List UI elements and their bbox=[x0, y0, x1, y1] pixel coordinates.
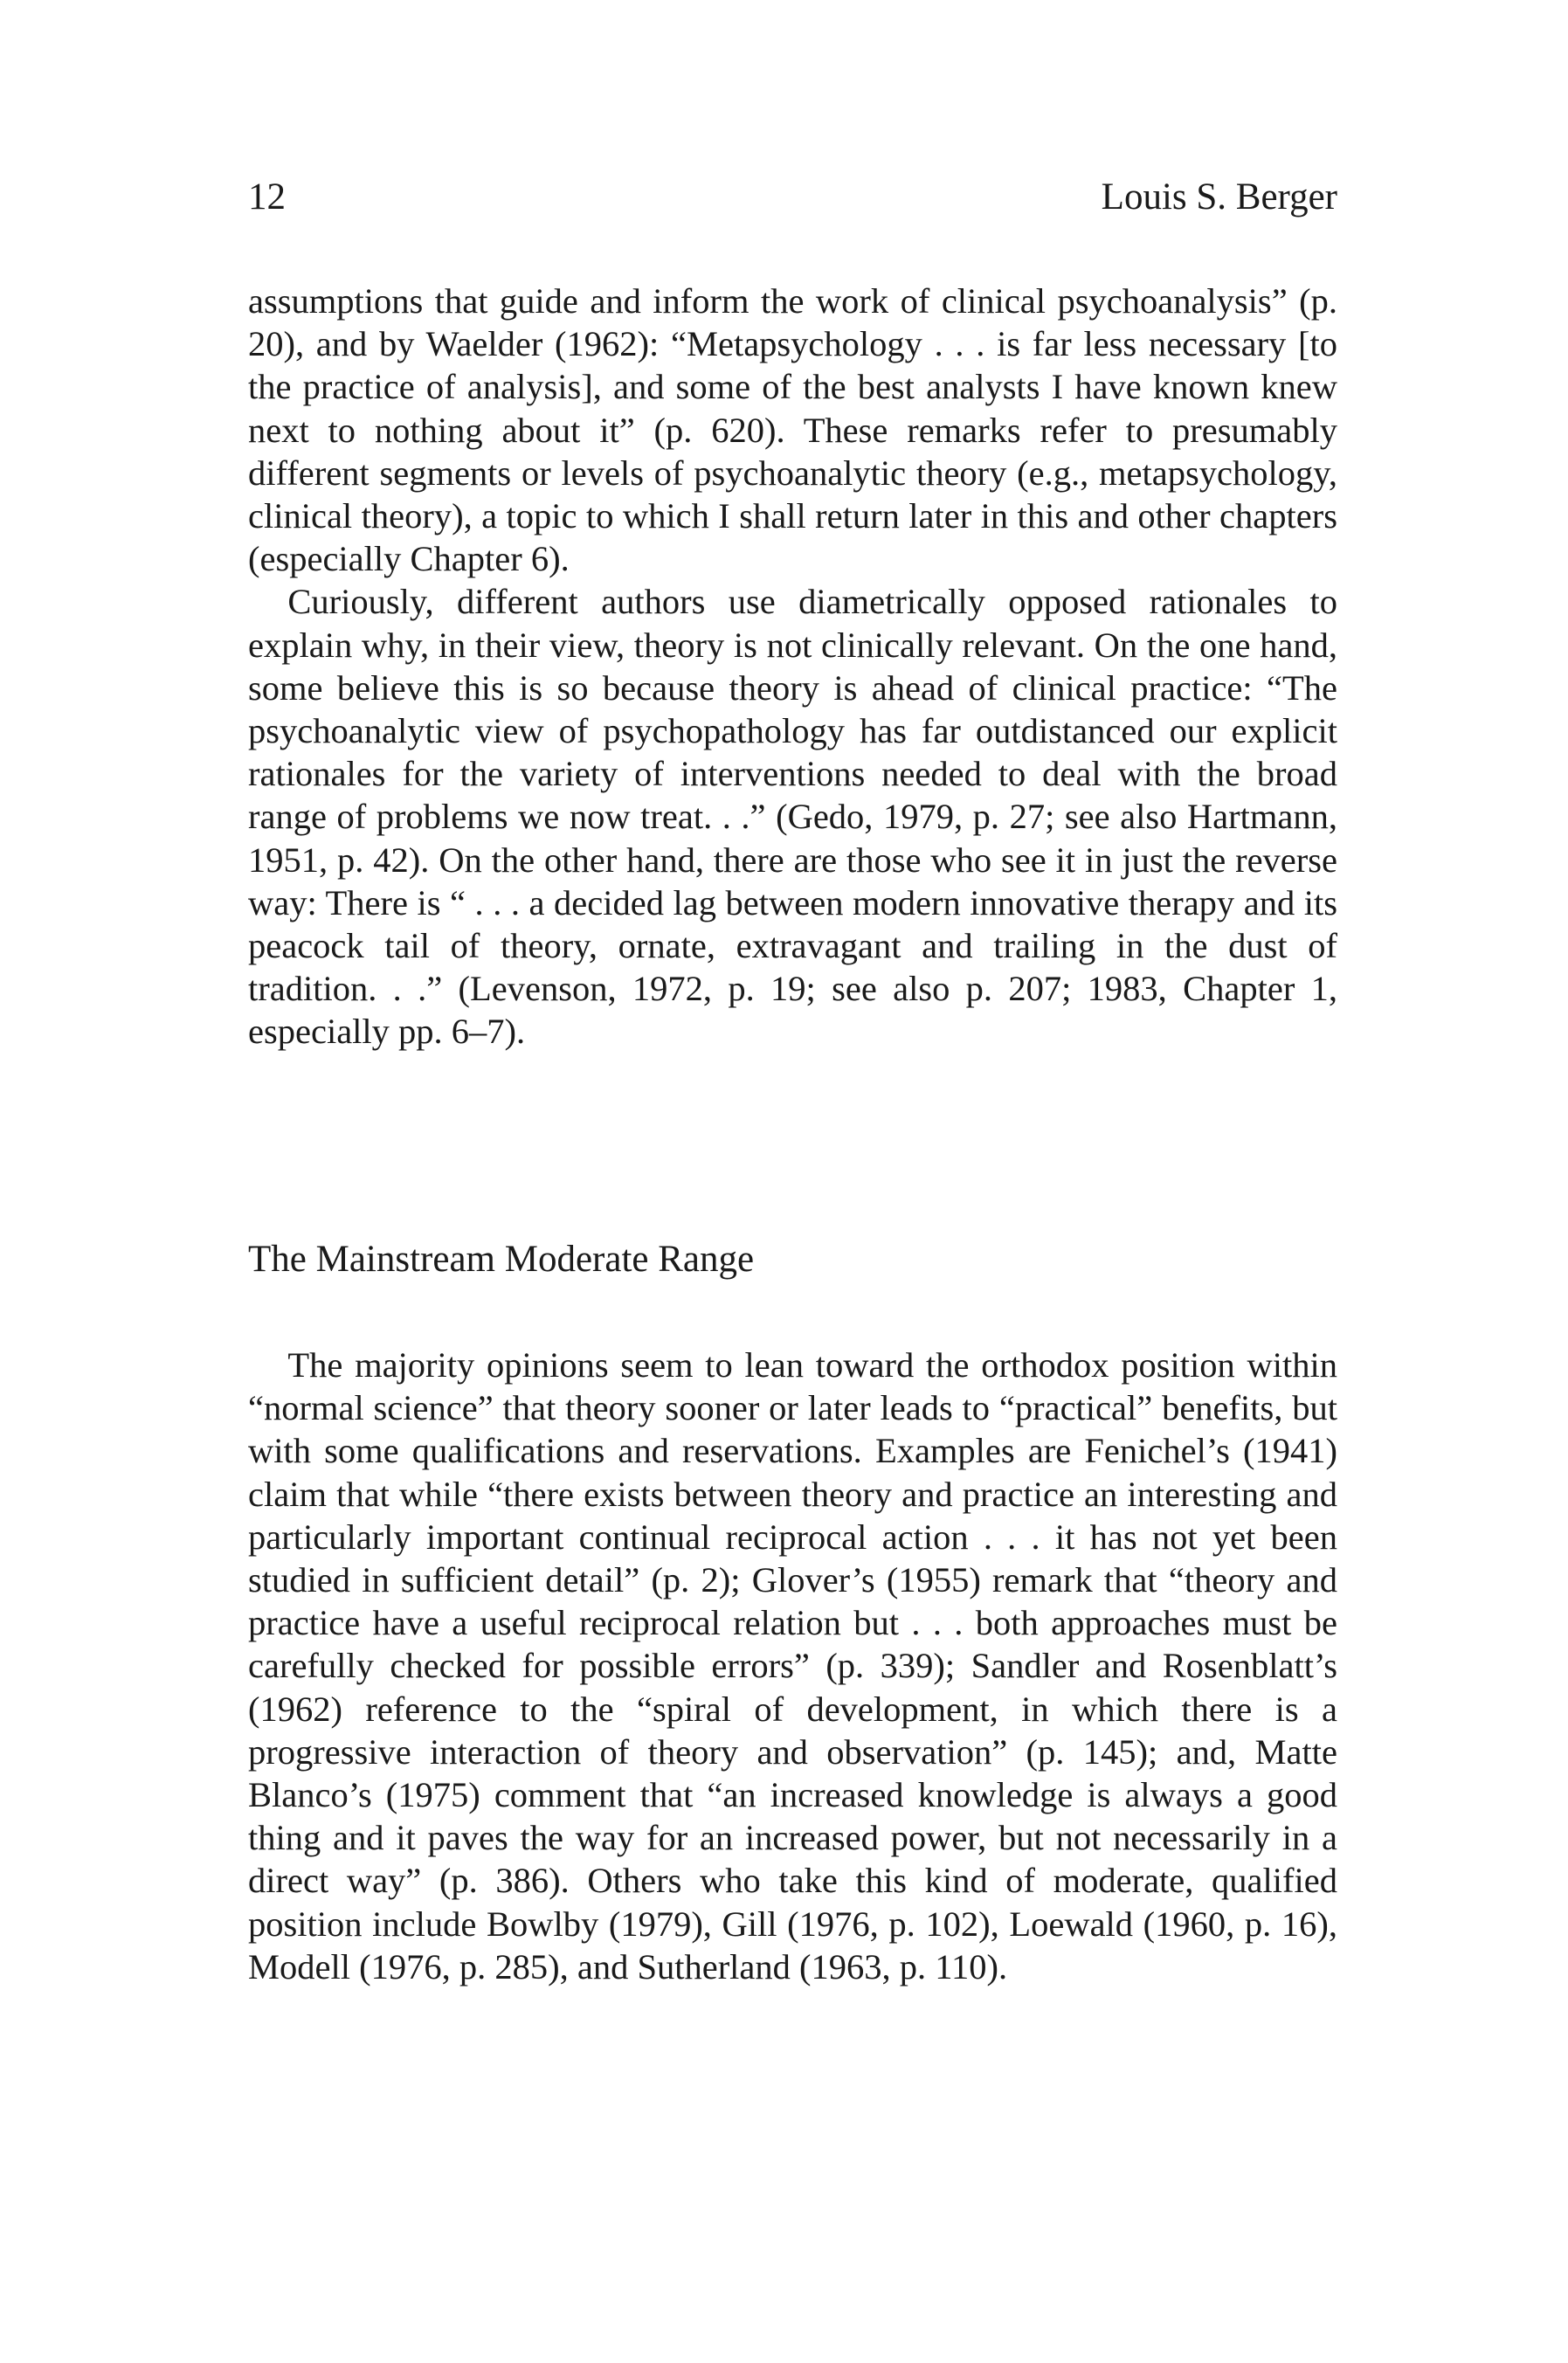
section-heading: The Mainstream Moderate Range bbox=[248, 1239, 755, 1280]
page-header bbox=[248, 171, 1337, 224]
running-head-author: Louis S. Berger bbox=[1101, 176, 1337, 218]
body-text-block-1 bbox=[248, 280, 1337, 1054]
page-number: 12 bbox=[248, 176, 286, 218]
body-text-block-2 bbox=[248, 1344, 1337, 1988]
paragraph-rationales: Curiously, different authors use diametrically opposed rationales to explain why, in their view, theory is not clinically relevant. On the one hand, some believe this is so because theory is ahead of clinical practice: “The psychoanalytic view of psychopathology has far outdistanced our explicit rationales for the variety of interventions needed to deal with the broad range of problems we now treat. . .” (Gedo, 1979, p. 27; see also Hartmann, 1951, p. 42). On the other hand, there are those who see it in just the reverse way: There is “ . . . a decided lag between modern innovative therapy and its peacock tail of theory, ornate, extravagant and trailing in the dust of tradition. . .” (Levenson, 1972, p. 19; see also p. 207; 1983, Chapter 1, especially pp. 6–7). bbox=[248, 582, 1337, 1052]
paragraph-continued: assumptions that guide and inform the work of clinical psychoanalysis” (p. 20), and by Waelder (1962): “Metapsychology . . . is far less necessary [to the practice of analysis], and some of the best analysts I have known knew next to nothing about it” (p. 620). These remarks refer to presumably different segments or levels of psychoanalytic theory (e.g., metapsychology, clinical theory), a topic to which I shall return later in this and other chapters (especially Chapter 6). bbox=[248, 281, 1337, 579]
paragraph-majority-opinions: The majority opinions seem to lean toward the orthodox position within “normal science” that theory sooner or later leads to “practical” benefits, but with some qualifications and reservations. Examples are Fenichel’s (1941) claim that while “there exists between theory and practice an interesting and particularly important continual reciprocal action . . . it has not yet been studied in sufficient detail” (p. 2); Glover’s (1955) remark that “theory and practice have a useful reciprocal relation but . . . both approaches must be carefully checked for possible errors” (p. 339); Sandler and Rosenblatt’s (1962) reference to the “spiral of development, in which there is a progressive interaction of theory and observation” (p. 145); and, Matte Blanco’s (1975) comment that “an increased knowledge is always a good thing and it paves the way for an increased power, but not necessarily in a direct way” (p. 386). Others who take this kind of moderate, qualified position include Bowlby (1979), Gill (1976, p. 102), Loewald (1960, p. 16), Modell (1976, p. 285), and Sutherland (1963, p. 110). bbox=[248, 1345, 1337, 1986]
